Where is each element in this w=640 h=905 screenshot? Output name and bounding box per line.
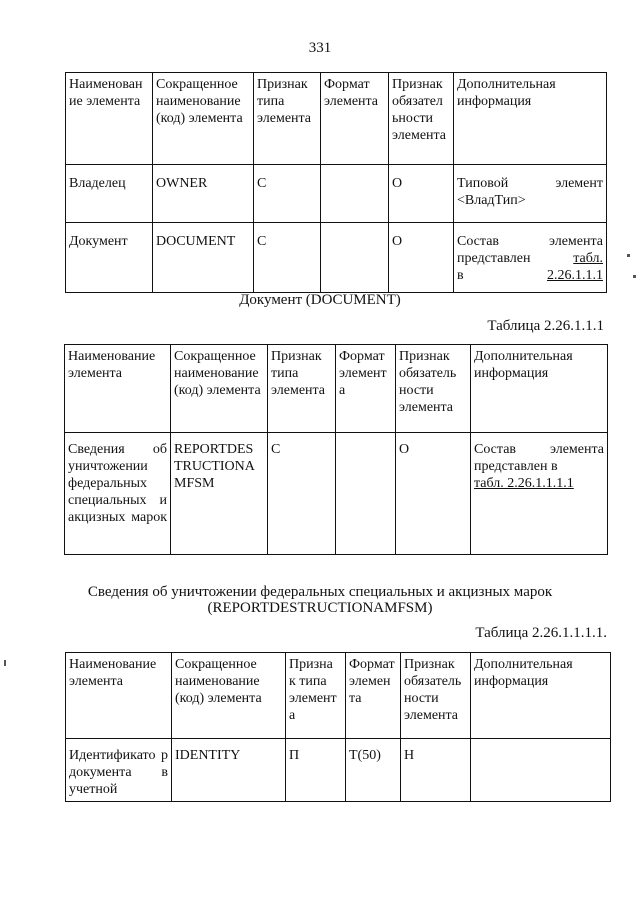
element-type: С [268, 433, 336, 555]
table-row [66, 223, 607, 293]
element-required: О [389, 165, 454, 223]
element-required: Н [401, 739, 471, 802]
info-line: Состав элемента [457, 234, 603, 249]
element-format [321, 165, 389, 223]
scan-speck [4, 660, 6, 666]
element-type: С [254, 223, 321, 293]
page-number: 331 [308, 40, 332, 56]
header-cell: Наименование элемента [65, 345, 171, 433]
element-info [454, 223, 607, 293]
table-3-header-row [66, 653, 611, 739]
header-cell: Дополнительная информация [471, 653, 611, 739]
element-format: Т(50) [346, 739, 401, 802]
element-name: Документ [66, 223, 153, 293]
header-cell: Формат элемента [321, 73, 389, 165]
element-name: Владелец [66, 165, 153, 223]
header-cell: Наименование элемента [66, 653, 172, 739]
element-required: О [396, 433, 471, 555]
table-row [65, 433, 608, 555]
scan-speck [627, 254, 630, 257]
header-cell: Формат элемент а [336, 345, 396, 433]
element-name: Идентификато р документа в учетной [66, 739, 172, 802]
header-cell: Дополнительная информация [454, 73, 607, 165]
element-name: Сведения об уничтожении федеральных специальных и акцизных марок [65, 433, 171, 555]
element-type: П [286, 739, 346, 802]
info-line [457, 250, 603, 284]
info-text: представлен в [474, 459, 558, 474]
info-line: Типовой элемент [457, 176, 603, 191]
element-format [336, 433, 396, 555]
info-line [474, 475, 604, 492]
table-caption: Таблица 2.26.1.1.1 [487, 318, 604, 334]
header-cell: Признак обязатель ности элемента [396, 345, 471, 433]
table-2 [64, 344, 608, 555]
element-code: DOCUMENT [153, 223, 254, 293]
element-required: О [389, 223, 454, 293]
element-info [471, 739, 611, 802]
header-cell: Сокращенное наименование (код) элемента [171, 345, 268, 433]
info-line: <ВладТип> [457, 193, 526, 208]
header-cell: Сокращенное наименование (код) элемента [153, 73, 254, 165]
element-info [454, 165, 607, 223]
element-type: С [254, 165, 321, 223]
header-cell: Призна к типа элемент а [286, 653, 346, 739]
section-title-line-1: Сведения об уничтожении федеральных специальных и акцизных марок [87, 584, 553, 600]
section-title: Документ (DOCUMENT) [239, 292, 401, 308]
table-2-header-row [65, 345, 608, 433]
header-cell: Дополнительная информация [471, 345, 608, 433]
table-row [66, 739, 611, 802]
table-row [66, 165, 607, 223]
header-cell: Признак обязател ьности элемента [389, 73, 454, 165]
table-3 [65, 652, 611, 802]
scan-speck [633, 275, 636, 278]
header-cell: Сокращенное наименование (код) элемента [172, 653, 286, 739]
element-code: IDENTITY [172, 739, 286, 802]
info-line: Состав элемента [474, 442, 604, 457]
element-info [471, 433, 608, 555]
header-cell: Признак типа элемента [254, 73, 321, 165]
element-code: OWNER [153, 165, 254, 223]
section-title-line-2: (REPORTDESTRUCTIONAMFSM) [207, 600, 433, 616]
table-caption: Таблица 2.26.1.1.1.1. [475, 625, 607, 641]
element-format [321, 223, 389, 293]
info-line [474, 458, 604, 475]
table-1 [65, 72, 607, 293]
header-cell: Признак обязатель ности элемента [401, 653, 471, 739]
info-text: представлен в [457, 251, 531, 283]
element-code: REPORTDES TRUCTIONA MFSM [171, 433, 268, 555]
table-link[interactable]: табл. 2.26.1.1.1 [547, 251, 603, 283]
table-link[interactable]: табл. 2.26.1.1.1.1 [474, 476, 574, 491]
header-cell: Формат элемен та [346, 653, 401, 739]
table-1-header-row [66, 73, 607, 165]
header-cell: Наименован ие элемента [66, 73, 153, 165]
header-cell: Признак типа элемента [268, 345, 336, 433]
